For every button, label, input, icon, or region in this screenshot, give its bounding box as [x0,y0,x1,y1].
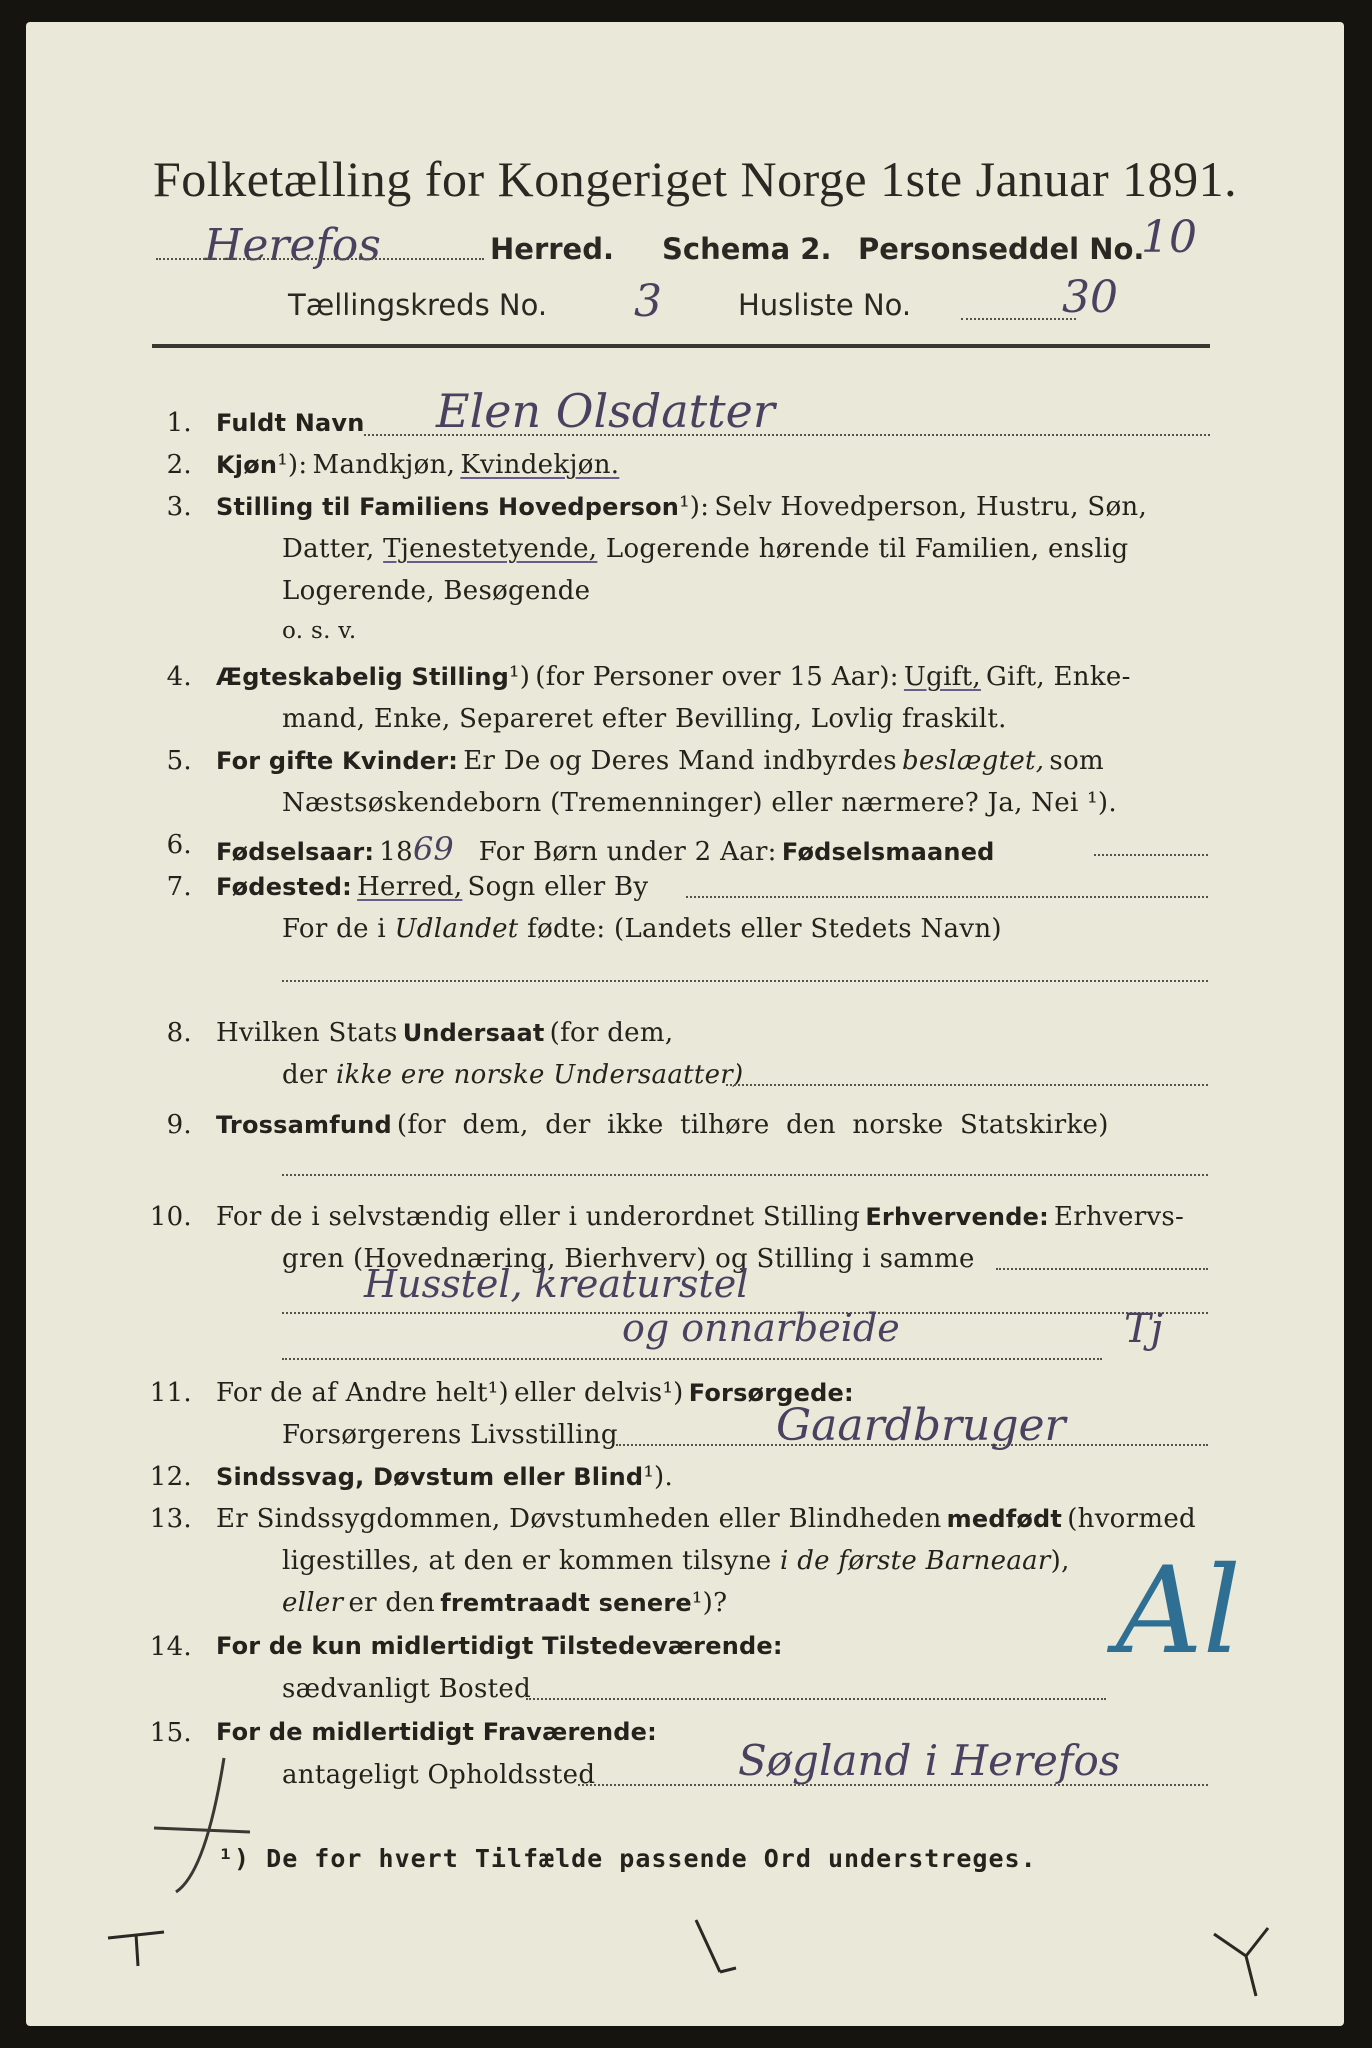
q15-number: 15. [149,1718,192,1748]
q7-text2a: For de i [282,914,386,944]
q13-text1b: (hvormed [1067,1504,1196,1534]
q3-text3: Logerende, Besøgende [282,576,591,606]
q12-number: 12. [149,1462,192,1492]
herred-label: Herred. [490,232,614,266]
q5-text1c: som [1049,746,1104,776]
q3-text2c: Logerende hørende til Familien, enslig [605,534,1129,564]
q15-label: For de midlertidigt Fraværende: [216,1718,657,1746]
q8-number: 8. [166,1018,192,1048]
pencil-checkmark [146,1752,266,1932]
q8-text1b: (for dem, [549,1018,674,1048]
form-title: Folketælling for Kongeriget Norge 1ste Januar 1891. [153,151,1238,207]
q5-text2: Næstsøskendeborn (Tremenninger) eller nærmere? Ja, Nei ¹). [282,788,1117,818]
q13-text2b: ), [1050,1546,1070,1576]
q2-option-male: Mandkjøn, [312,450,456,480]
q8-line1 [216,1018,673,1048]
q13-line1 [216,1504,1196,1534]
q10-number: 10. [149,1202,192,1232]
q8-text2a: der [282,1060,328,1090]
q10-mark: Tj [1124,1306,1164,1352]
q4-label: Ægteskabelig Stilling [216,663,509,691]
q3-text1: Selv Hovedperson, Hustru, Søn, [714,492,1148,522]
q5-line1 [216,746,1104,776]
q10-value1: Husstel, kreaturstel [364,1262,749,1306]
q13-text2-italic: i de første Barneaar [780,1546,1051,1576]
q9-number: 9. [166,1110,192,1140]
q3-number: 3. [166,492,192,522]
q6-label: Fødselsaar: [216,838,375,866]
schema-label: Schema 2. [662,232,832,266]
q1-value: Elen Olsdatter [436,384,775,438]
q4-number: 4. [166,662,192,692]
q8-line2 [282,1060,743,1090]
footnote: ¹) De for hvert Tilfælde passende Ord understreges. [218,1844,1037,1873]
q11-value: Gaardbruger [776,1400,1066,1451]
q7-label: Fødested: [216,873,352,901]
q3-line2 [282,534,1129,564]
q13-text3-italic: eller [282,1588,344,1618]
q8-text2-italic: ikke ere norske Undersaatter) [335,1060,744,1090]
herred-value: Herefos [204,220,381,271]
husliste-label: Husliste No. [738,288,912,322]
q3-option-servant: Tjenestetyende, [383,534,598,564]
q6-label2: Fødselsmaaned [781,838,995,866]
q10-dots1 [996,1268,1208,1270]
q2-line [216,450,619,480]
herred-dots [156,258,484,260]
kreds-value: 3 [634,276,662,327]
q6-text: For Børn under 2 Aar: [478,837,777,867]
q10-value2: og onnarbeide [622,1306,900,1350]
q6-number: 6. [166,830,192,860]
q11-number: 11. [149,1378,192,1408]
q2-option-female: Kvindekjøn. [460,450,620,480]
q9-text: (for dem, der ikke tilhøre den norske Statskirke) [396,1110,1109,1140]
q8-label: Undersaat [402,1019,545,1047]
q13-text2: ligestilles, at den er kommen tilsyne [282,1546,772,1576]
q5-text1-italic: beslægtet, [902,746,1045,776]
q4-text2: mand, Enke, Separeret efter Bevilling, Lovlig fraskilt. [282,704,1007,734]
q9-label: Trossamfund [216,1111,392,1139]
q11-text2: Forsørgerens Livsstilling [282,1420,618,1450]
corner-mark-center [686,1912,766,2002]
q12-sup: ¹). [643,1462,674,1492]
q11-label: Forsørgede: [688,1379,854,1407]
q7-line1 [216,872,648,902]
q10-line1 [216,1202,1184,1232]
q15-text2: antageligt Opholdssted [282,1760,596,1790]
q12-line [216,1462,673,1492]
q3-label: Stilling til Familiens Hovedperson [216,493,680,521]
personseddel-label: Personseddel No. [858,232,1145,266]
q7-line2 [282,914,1002,944]
q13-sup: ¹)? [691,1588,728,1618]
q5-text1: Er De og Deres Mand indbyrdes [463,746,897,776]
q7-dots2 [282,980,1208,982]
q11-sup2: ¹) [662,1378,684,1408]
census-form-sheet [26,22,1344,2026]
personseddel-value: 10 [1141,212,1197,263]
corner-mark-left [106,1922,186,1992]
q3-text4: o. s. v. [282,618,357,644]
q4-line1 [216,662,1131,692]
q15-value: Søgland i Herefos [738,1736,1121,1785]
q10-text1: For de i selvstændig eller i underordnet Stilling [216,1202,861,1232]
q6-line [216,830,995,868]
q14-text2: sædvanligt Bosted [282,1674,532,1704]
q8-text1a: Hvilken Stats [216,1018,398,1048]
q7-text1: Sogn eller By [467,872,649,902]
q7-text2b: fødte: (Landets eller Stedets Navn) [527,914,1002,944]
blue-pencil-mark: Al [1116,1542,1242,1681]
q10-label: Erhvervende: [865,1203,1049,1231]
q10-text2: gren (Hovednæring, Bierhverv) og Stilling i samme [282,1244,975,1274]
q4-sup: ¹) [509,662,531,692]
q1-label: Fuldt Navn [216,409,365,437]
q13-label3: fremtraadt senere [440,1589,692,1617]
q8-dots [726,1084,1208,1086]
q11-text1: For de af Andre helt [216,1378,488,1408]
q7-text2-italic: Udlandet [394,914,519,944]
q4-text1b: Gift, Enke- [986,662,1131,692]
q12-label: Sindssvag, Døvstum eller Blind [216,1463,644,1491]
q13-text1: Er Sindssygdommen, Døvstumheden eller Blindheden [216,1504,942,1534]
q4-text1: (for Personer over 15 Aar): [535,662,899,692]
q9-line [216,1110,1109,1140]
q9-dots [282,1174,1208,1176]
q7-option-herred: Herred, [357,872,463,902]
corner-mark-right [1206,1922,1286,2012]
q13-text3: er den [348,1588,436,1618]
q2-label: Kjøn [216,451,278,479]
q5-number: 5. [166,746,192,776]
q14-label: For de kun midlertidigt Tilstedeværende: [216,1632,783,1660]
q1-number: 1. [166,408,192,438]
q13-line3 [282,1588,727,1618]
q14-dots [526,1698,1106,1700]
q4-option-unmarried: Ugift, [903,662,981,692]
husliste-dots [961,318,1076,320]
q11-text1b: eller delvis [514,1378,663,1408]
q7-dots1 [686,896,1208,898]
q6-dots [1094,854,1208,856]
q6-year-prefix: 18 [379,837,413,867]
q10-dots3 [282,1358,1102,1360]
q2-sup: ¹): [277,450,308,480]
q3-sup: ¹): [679,492,710,522]
q2-number: 2. [166,450,192,480]
header-divider [152,344,1210,348]
q10-text1b: Erhvervs- [1053,1202,1185,1232]
q11-line1 [216,1378,854,1408]
q6-year-value: 69 [412,830,454,868]
q13-line2 [282,1546,1070,1576]
husliste-value: 30 [1062,272,1118,323]
q3-line1 [216,492,1147,522]
q3-text2a: Datter, [282,534,375,564]
q11-sup1: ¹) [487,1378,509,1408]
q13-number: 13. [149,1504,192,1534]
q7-number: 7. [166,872,192,902]
kreds-label: Tællingskreds No. [288,288,548,322]
q5-label: For gifte Kvinder: [216,747,459,775]
q14-number: 14. [149,1632,192,1662]
q13-label: medfødt [946,1505,1063,1533]
